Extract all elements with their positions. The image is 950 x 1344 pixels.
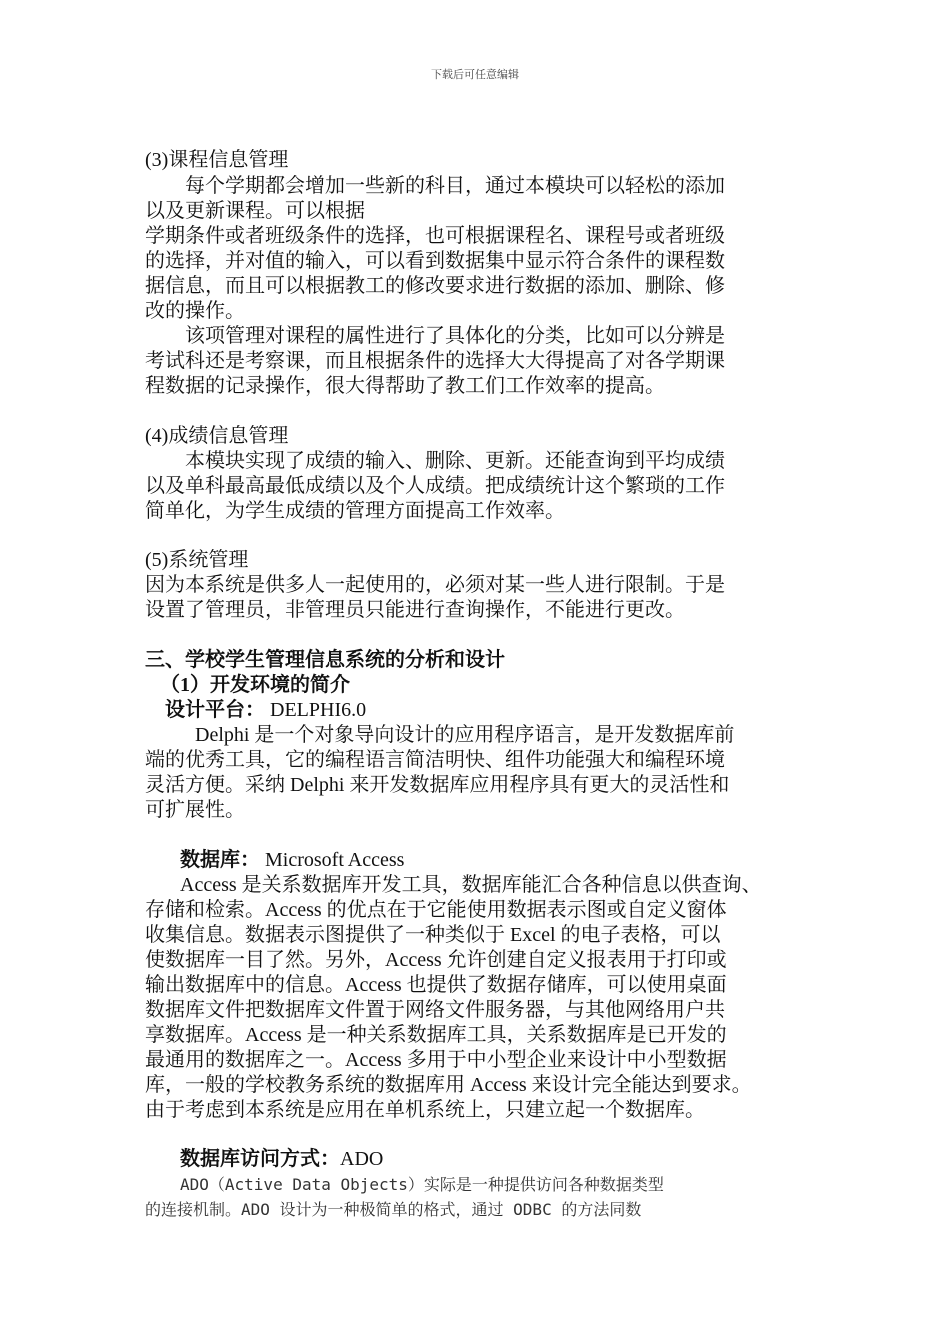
paragraph-line: 库，一般的学校教务系统的数据库用 Access 来设计完全能达到要求。 (145, 1074, 752, 1096)
paragraph-line: 使数据库一目了然。另外，Access 允许创建自定义报表用于打印或 (145, 949, 727, 971)
paragraph-line: 收集信息。数据表示图提供了一种类似于 Excel 的电子表格，可以 (145, 924, 721, 946)
paragraph-line: 存储和检索。Access 的优点在于它能使用数据表示图或自定义窗体 (145, 899, 727, 921)
page-header: 下载后可任意编辑 (431, 69, 519, 81)
platform-value: DELPHI6.0 (265, 699, 367, 721)
sub-heading: （1）开发环境的简介 (160, 674, 350, 696)
paragraph-line: 改的操作。 (145, 300, 245, 322)
paragraph-line: 本模块实现了成绩的输入、删除、更新。还能查询到平均成绩 (185, 450, 725, 472)
paragraph-line: 以及单科最高最低成绩以及个人成绩。把成绩统计这个繁琐的工作 (145, 475, 725, 497)
paragraph-line: ADO（Active Data Objects）实际是一种提供访问各种数据类型 (180, 1175, 664, 1194)
paragraph-line: 学期条件或者班级条件的选择，也可根据课程名、课程号或者班级 (145, 225, 725, 247)
paragraph-line: 享数据库。Access 是一种关系数据库工具，关系数据库是已开发的 (145, 1024, 727, 1046)
paragraph-line: 以及更新课程。可以根据 (145, 200, 365, 222)
database-label: 数据库： (180, 849, 260, 871)
paragraph-line: 因为本系统是供多人一起使用的，必须对某一些人进行限制。于是 (145, 574, 725, 596)
paragraph-line: 的选择，并对值的输入，可以看到数据集中显示符合条件的课程数 (145, 250, 725, 272)
paragraph-line: Access 是关系数据库开发工具，数据库能汇合各种信息以供查询、 (180, 874, 762, 896)
paragraph-line: 的连接机制。ADO 设计为一种极简单的格式，通过 ODBC 的方法同数 (145, 1200, 642, 1219)
paragraph-line: 程数据的记录操作，很大得帮助了教工们工作效率的提高。 (145, 375, 665, 397)
paragraph-line: 设置了管理员，非管理员只能进行查询操作，不能进行更改。 (145, 599, 685, 621)
access-method-label: 数据库访问方式： (180, 1148, 340, 1170)
paragraph-line: 由于考虑到本系统是应用在单机系统上，只建立起一个数据库。 (145, 1099, 705, 1121)
paragraph-line: 可扩展性。 (145, 799, 245, 821)
section-title-system: (5)系统管理 (145, 549, 249, 571)
platform-line (165, 698, 366, 723)
section-title-score: (4)成绩信息管理 (145, 425, 289, 447)
paragraph-line: Delphi 是一个对象导向设计的应用程序语言，是开发数据库前 (195, 724, 735, 746)
paragraph-line: 数据库文件把数据库文件置于网络文件服务器，与其他网络用户共 (145, 999, 725, 1021)
paragraph-line: 输出数据库中的信息。Access 也提供了数据存储库，可以使用桌面 (145, 974, 727, 996)
access-method-line (180, 1147, 383, 1172)
paragraph-line: 每个学期都会增加一些新的科目，通过本模块可以轻松的添加 (185, 175, 725, 197)
paragraph-line: 端的优秀工具，它的编程语言简洁明快、组件功能强大和编程环境 (145, 749, 725, 771)
paragraph-line: 最通用的数据库之一。Access 多用于中小型企业来设计中小型数据 (145, 1049, 727, 1071)
platform-label: 设计平台： (165, 699, 265, 721)
paragraph-line: 简单化，为学生成绩的管理方面提高工作效率。 (145, 500, 565, 522)
paragraph-line: 考试科还是考察课，而且根据条件的选择大大得提高了对各学期课 (145, 350, 725, 372)
paragraph-line: 灵活方便。采纳 Delphi 来开发数据库应用程序具有更大的灵活性和 (145, 774, 730, 796)
section-title-course: (3)课程信息管理 (145, 149, 289, 171)
paragraph-line: 该项管理对课程的属性进行了具体化的分类，比如可以分辨是 (185, 325, 725, 347)
access-method-value: ADO (340, 1148, 384, 1170)
database-line (180, 848, 404, 873)
chapter-heading: 三、学校学生管理信息系统的分析和设计 (145, 649, 505, 671)
database-value: Microsoft Access (260, 849, 405, 871)
paragraph-line: 据信息，而且可以根据教工的修改要求进行数据的添加、删除、修 (145, 275, 725, 297)
